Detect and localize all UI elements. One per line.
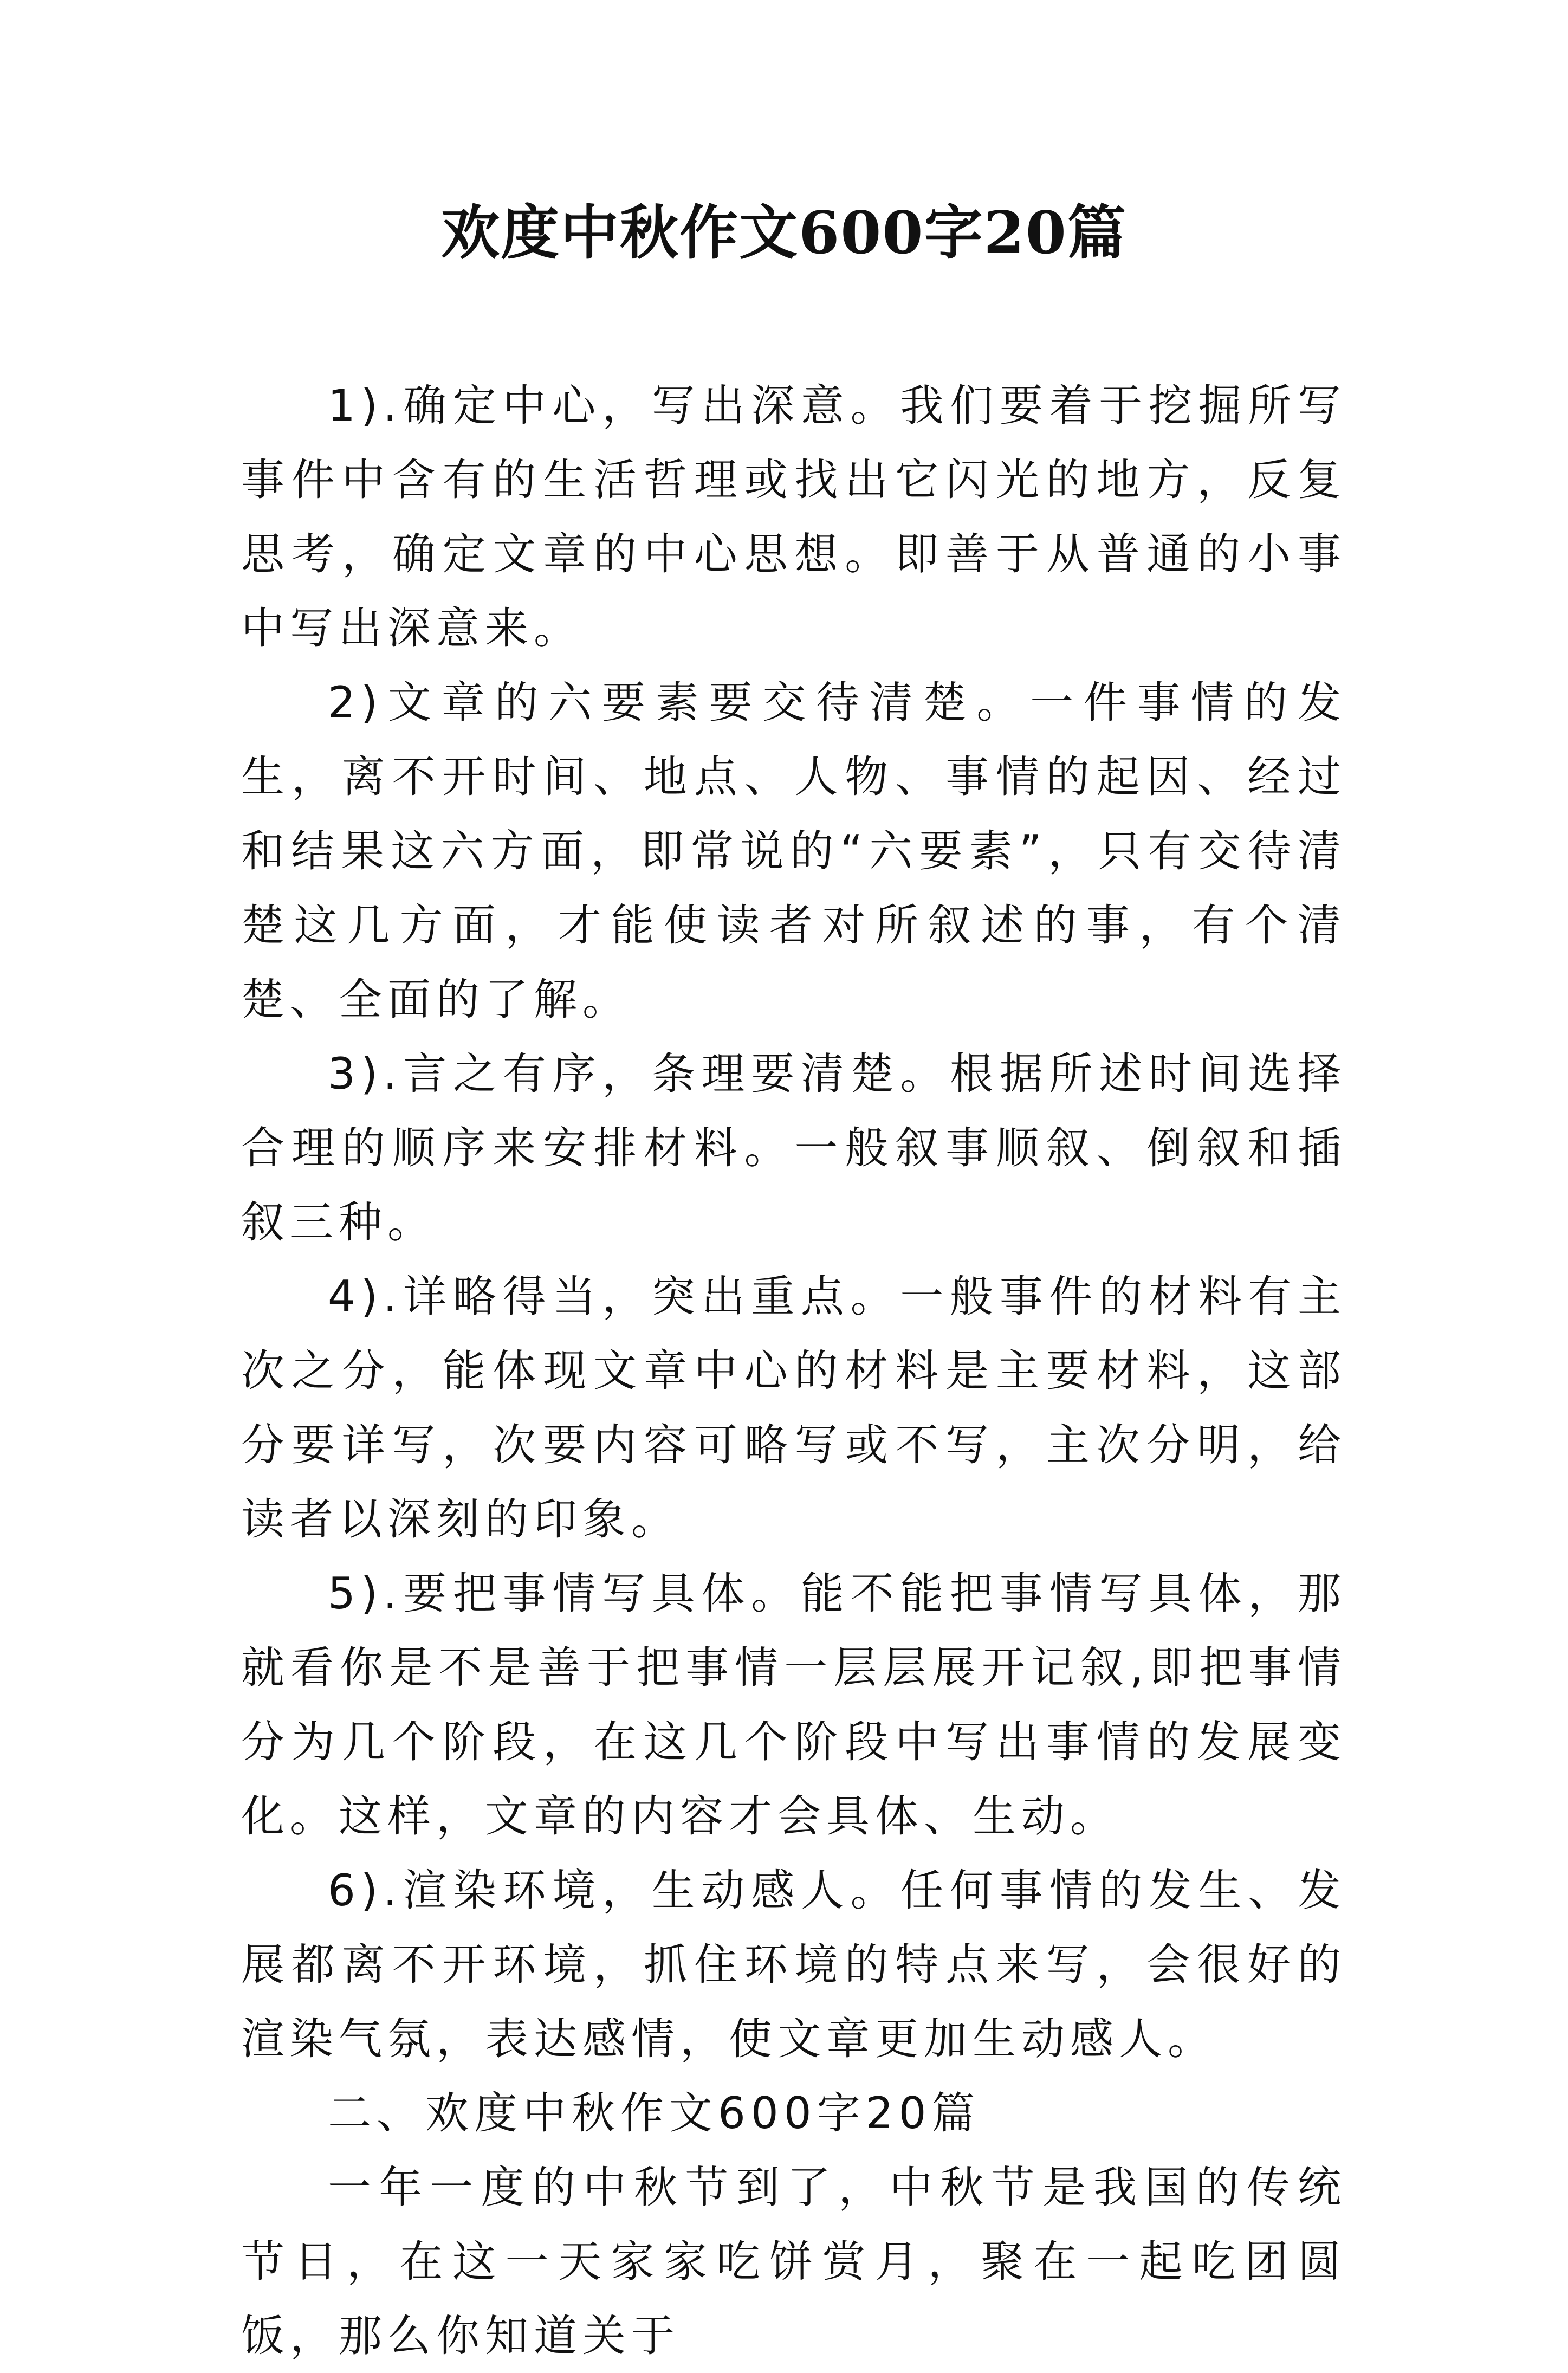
- paragraph-2: 2)文章的六要素要交待清楚。一件事情的发生，离不开时间、地点、人物、事情的起因、经过和结果这六方面，即常说的“六要素”，只有交待清楚这几方面，才能使读者对所叙述的事，有个清楚、全面的了解。: [241, 677, 1346, 1025]
- document-title: 欢度中秋作文600字20篇: [441, 199, 1127, 267]
- paragraph-3: 3).言之有序，条理要清楚。根据所述时间选择合理的顺序来安排材料。一般叙事顺叙、倒叙和插叙三种。: [241, 1049, 1346, 1247]
- paragraph-8: 一年一度的中秋节到了，中秋节是我国的传统节日，在这一天家家吃饼赏月，聚在一起吃团圆饭，那么你知道关于: [241, 2162, 1346, 2361]
- document-body: [241, 368, 1346, 2373]
- paragraph-5: 5).要把事情写具体。能不能把事情写具体，那就看你是不是善于把事情一层层展开记叙,即把事情分为几个阶段，在这几个阶段中写出事情的发展变化。这样，文章的内容才会具体、生动。: [241, 1568, 1346, 1841]
- paragraph-1: 1).确定中心，写出深意。我们要着于挖掘所写事件中含有的生活哲理或找出它闪光的地方，反复思考，确定文章的中心思想。即善于从普通的小事中写出深意来。: [241, 380, 1346, 654]
- paragraph-4: 4).详略得当，突出重点。一般事件的材料有主次之分，能体现文章中心的材料是主要材料，这部分要详写，次要内容可略写或不写，主次分明，给读者以深刻的印象。: [241, 1271, 1346, 1544]
- section-heading: 二、欢度中秋作文600字20篇: [328, 2088, 981, 2138]
- paragraph-6: 6).渲染环境，生动感人。任何事情的发生、发展都离不开环境，抓住环境的特点来写，会很好的渲染气氛，表达感情，使文章更加生动感人。: [241, 1865, 1346, 2064]
